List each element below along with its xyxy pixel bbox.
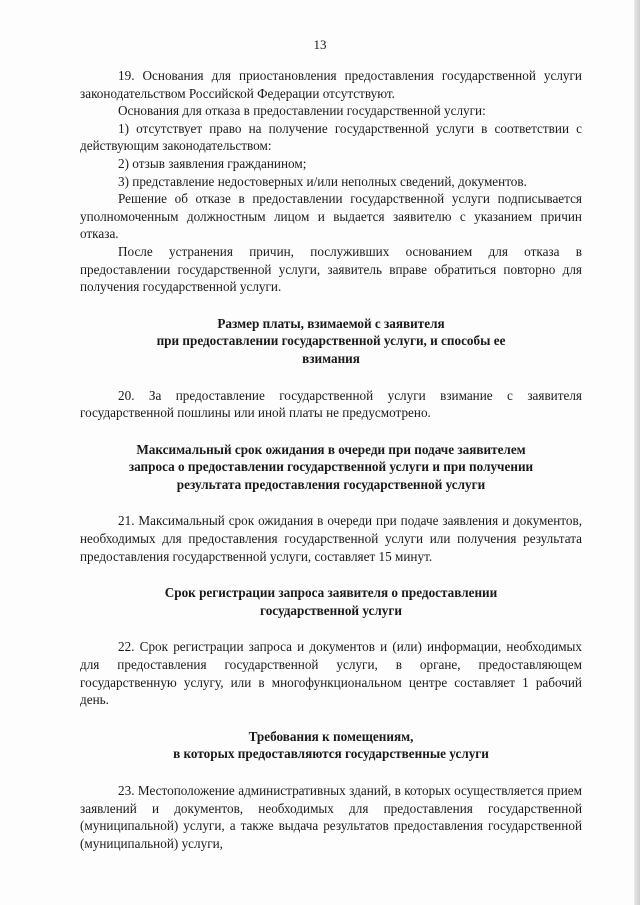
heading-line: взимания xyxy=(302,350,360,366)
heading-line: Максимальный срок ожидания в очереди при подаче заявителем xyxy=(136,441,526,457)
paragraph: Решение об отказе в предоставлении государственной услуги подписывается уполномоченным должностным лицом и выдается заявителю с указанием причин отказа. xyxy=(80,191,582,242)
heading-line: запроса о предоставлении государственной услуги и при получении xyxy=(128,459,534,475)
paragraph: 20. За предоставление государственной услуги взимание с заявителя государственной пошлины или иной платы не предусмотрено. xyxy=(80,387,582,421)
document-body xyxy=(80,67,582,852)
paragraph: 21. Максимальный срок ожидания в очереди при подаче заявления и документов, необходимых для предоставления государственной услуги или получения результата предоставления государственной услуги, составляет 15 минут. xyxy=(80,513,582,564)
heading-line: при предоставлении государственной услуги, и способы ее xyxy=(156,333,506,349)
section-heading-fee xyxy=(80,315,582,368)
heading-line: Размер платы, взимаемой с заявителя xyxy=(217,315,445,331)
paragraph: 22. Срок регистрации запроса и документов и (или) информации, необходимых для предоставления государственной услуги, в органе, предоставляющем государственную услугу, или в многофункциональном центре составляет 1 рабочий день. xyxy=(80,639,582,708)
paragraph: Основания для отказа в предоставлении государственной услуги: xyxy=(118,103,486,119)
section-heading-queue-time xyxy=(80,441,582,494)
heading-line: Требования к помещениям, xyxy=(248,728,414,744)
heading-line: в которых предоставляются государственные услуги xyxy=(173,746,489,762)
list-item: 2) отзыв заявления гражданином; xyxy=(118,155,307,171)
page-edge-shadow xyxy=(634,0,640,905)
heading-line: Срок регистрации запроса заявителя о предоставлении xyxy=(164,585,498,601)
list-item: 3) представление недостоверных и/или неполных сведений, документов. xyxy=(118,173,527,189)
heading-line: государственной услуги xyxy=(260,602,402,618)
paragraph: 23. Местоположение административных зданий, в которых осуществляется прием заявлений и документов, необходимых для предоставления государственной (муниципальной) услуги, а также выдача результатов предоставления государственной (муниципальной) услуги, xyxy=(80,783,582,851)
heading-line: результата предоставления государственной услуги xyxy=(176,476,486,492)
page-number: 13 xyxy=(313,37,327,52)
paragraph: После устранения причин, послуживших основанием для отказа в предоставлении государственной услуги, заявитель вправе обратиться повторно для получения государственной услуги. xyxy=(80,243,582,295)
paragraph: 19. Основания для приостановления предоставления государственной услуги законодательством Российской Федерации отсутствуют. xyxy=(80,68,582,101)
list-item: 1) отсутствует право на получение государственной услуги в соответствии с действующим законодательством: xyxy=(80,120,582,154)
section-heading-registration xyxy=(80,584,582,619)
section-heading-premises xyxy=(80,728,582,763)
